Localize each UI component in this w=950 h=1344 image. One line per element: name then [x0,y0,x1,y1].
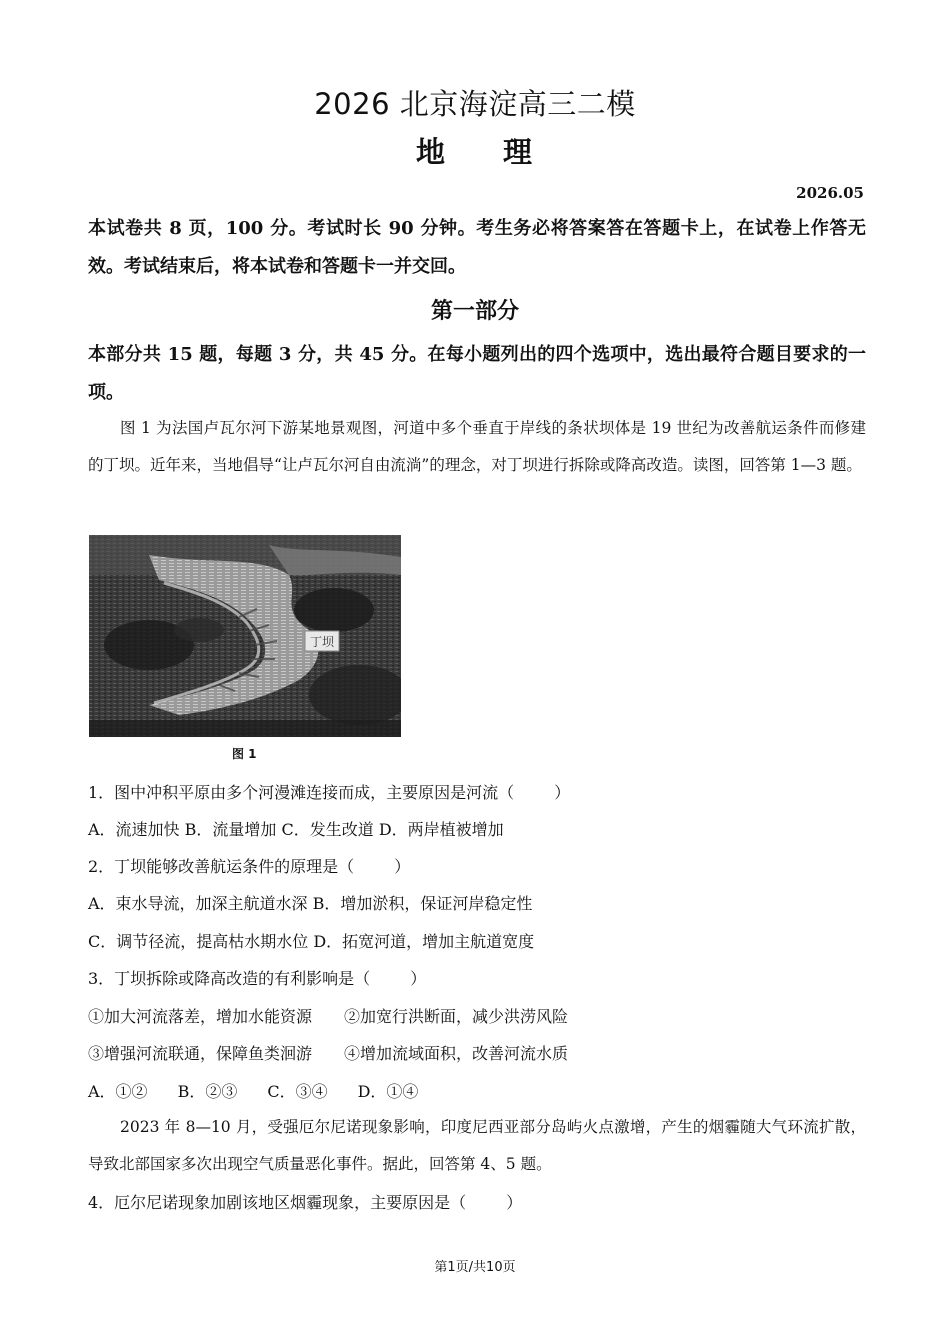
figure-1-caption: 图 1 [232,747,257,761]
question-3-items-row-1 [88,1004,568,1027]
question-1-stem: 1．图中冲积平原由多个河漫滩连接而成，主要原因是河流（ [88,783,515,802]
groyne-label: 丁坝 [309,635,335,649]
question-3 [88,966,426,989]
question-3-option-c: C．③④ [267,1082,328,1101]
question-1 [88,780,570,803]
question-2-close: ） [394,857,411,876]
exam-date: 2026.05 [796,184,864,202]
passage-2: 2023 年 8—10 月，受强厄尔尼诺现象影响，印度尼西亚部分岛屿火点激增，产生的烟霾随大气环流扩散，导致北部国家多次出现空气质量恶化事件。据此，回答第 4、5 题。 [88,1118,866,1173]
passage-1: 图 1 为法国卢瓦尔河下游某地景观图，河道中多个垂直于岸线的条状坝体是 19 世纪为改善航运条件而修建的丁坝。近年来，当地倡导“让卢瓦尔河自由流淌”的理念，对丁坝进行拆除或降高改造。读图，回答第 1—3 题。 [88,419,866,474]
question-3-option-d: D．①④ [357,1082,419,1101]
subject-char-1: 地 [415,135,447,169]
exam-instructions: 本试卷共 8 页，100 分。考试时长 90 分钟。考生务必将答案答在答题卡上，在试卷上作答无效。考试结束后，将本试卷和答题卡一并交回。 [88,218,866,277]
question-3-item-1: ①加大河流落差，增加水能资源 [88,1007,313,1026]
figure-1-river-landscape [89,535,401,737]
question-3-close: ） [410,969,427,988]
question-3-options [88,1079,418,1102]
question-2-stem: 2．丁坝能够改善航运条件的原理是（ [88,857,355,876]
subject-char-2: 理 [503,135,535,169]
question-4-close: ） [506,1193,523,1212]
question-3-stem: 3．丁坝拆除或降高改造的有利影响是（ [88,969,371,988]
section-title: 第一部分 [430,298,519,324]
page-footer: 第1页/共10页 [434,1260,516,1275]
subject-title [0,130,950,171]
question-3-item-3: ③增强河流联通，保障鱼类洄游 [88,1044,313,1063]
question-2-options-line-2: C．调节径流，提高枯水期水位 D．拓宽河道，增加主航道宽度 [88,932,535,951]
question-4 [88,1190,522,1213]
question-3-items-row-2 [88,1041,568,1064]
question-2-options-line-1: A．束水导流，加深主航道水深 B．增加淤积，保证河岸稳定性 [88,894,533,913]
exam-title: 2026 北京海淀高三二模 [314,87,636,121]
question-1-options: A．流速加快 B．流量增加 C．发生改道 D．两岸植被增加 [88,820,504,839]
river-landscape-image [89,535,401,737]
question-3-item-4: ④增加流域面积，改善河流水质 [344,1044,569,1063]
question-3-option-b: B．②③ [177,1082,238,1101]
section-intro: 本部分共 15 题，每题 3 分，共 45 分。在每小题列出的四个选项中，选出最符合题目要求的一项。 [88,344,866,403]
question-4-stem: 4．厄尔尼诺现象加剧该地区烟霾现象，主要原因是（ [88,1193,467,1212]
question-3-option-a: A．①② [88,1082,148,1101]
question-2 [88,854,410,877]
question-3-item-2: ②加宽行洪断面，减少洪涝风险 [344,1007,569,1026]
question-1-close: ） [554,783,571,802]
